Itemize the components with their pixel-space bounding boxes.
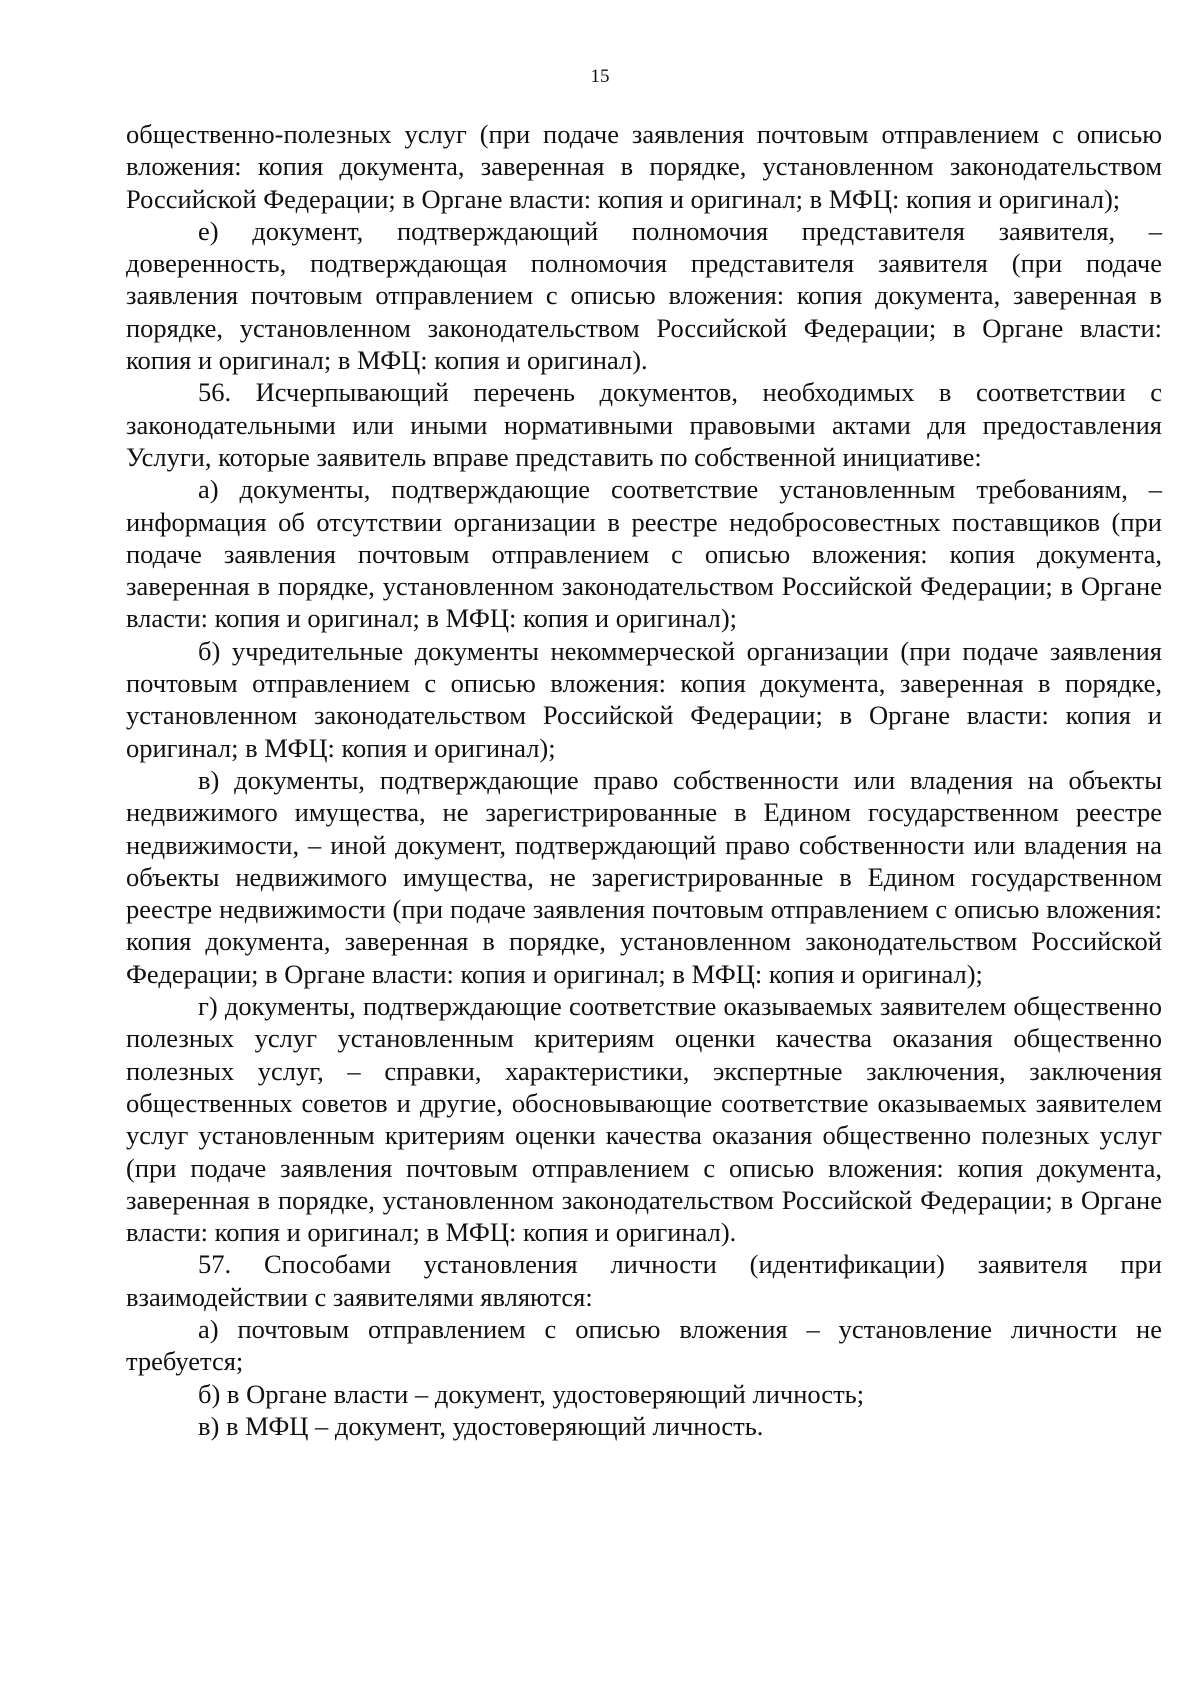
paragraph-57-item-a: а) почтовым отправлением с описью вложения – установление личности не требуется; bbox=[126, 1313, 1162, 1377]
paragraph-57-item-b: б) в Органе власти – документ, удостоверяющий личность; bbox=[198, 1378, 865, 1409]
document-body bbox=[126, 118, 1162, 1442]
paragraph-56-item-g: г) документы, подтверждающие соответствие оказываемых заявителем общественно полезных услуг установленным критериям оценки качества оказания общественно полезных услуг, – справки, характеристики, экспертные заключения, заключения общественных советов и другие, обосновывающие соответствие оказываемых заявителем услуг установленным критериям оценки качества оказания общественно полезных услуг (при подаче заявления почтовым отправлением с описью вложения: копия документа, заверенная в порядке, установленном законодательством Российской Федерации; в Органе власти: копия и оригинал; в МФЦ: копия и оригинал). bbox=[126, 991, 1162, 1248]
page-number: 15 bbox=[590, 66, 610, 87]
paragraph-56-item-a: а) документы, подтверждающие соответствие установленным требованиям, – информация об отсутствии организации в реестре недобросовестных поставщиков (при подаче заявления почтовым отправлением с описью вложения: копия документа, заверенная в порядке, установленном законодательством Российской Федерации; в Органе власти: копия и оригинал; в МФЦ: копия и оригинал); bbox=[126, 474, 1162, 634]
paragraph-continuation: общественно-полезных услуг (при подаче заявления почтовым отправлением с описью вложения: копия документа, заверенная в порядке, установленном законодательством Российской Федерации; в Органе власти: копия и оригинал; в МФЦ: копия и оригинал); bbox=[126, 119, 1162, 214]
paragraph-56-item-b: б) учредительные документы некоммерческой организации (при подаче заявления почтовым отправлением с описью вложения: копия документа, заверенная в порядке, установленном законодательством Российской Федерации; в Органе власти: копия и оригинал; в МФЦ: копия и оригинал); bbox=[126, 635, 1162, 763]
paragraph-56-item-v: в) документы, подтверждающие право собственности или владения на объекты недвижимого имущества, не зарегистрированные в Едином государственном реестре недвижимости, – иной документ, подтверждающий право собственности или владения на объекты недвижимого имущества, не зарегистрированные в Едином государственном реестре недвижимости (при подаче заявления почтовым отправлением с описью вложения: копия документа, заверенная в порядке, установленном законодательством Российской Федерации; в Органе власти: копия и оригинал; в МФЦ: копия и оригинал); bbox=[126, 764, 1162, 989]
paragraph-56: 56. Исчерпывающий перечень документов, необходимых в соответствии с законодательными или иными нормативными правовыми актами для предоставления Услуги, которые заявитель вправе представить по собственной инициативе: bbox=[126, 377, 1162, 472]
paragraph-57-item-v: в) в МФЦ – документ, удостоверяющий личность. bbox=[198, 1410, 764, 1441]
paragraph-item-e: е) документ, подтверждающий полномочия представителя заявителя, – доверенность, подтверждающая полномочия представителя заявителя (при подаче заявления почтовым отправлением с описью вложения: копия документа, заверенная в порядке, установленном законодательством Российской Федерации; в Органе власти: копия и оригинал; в МФЦ: копия и оригинал). bbox=[126, 215, 1162, 376]
paragraph-57: 57. Способами установления личности (идентификации) заявителя при взаимодействии с заявителями являются: bbox=[126, 1249, 1162, 1312]
